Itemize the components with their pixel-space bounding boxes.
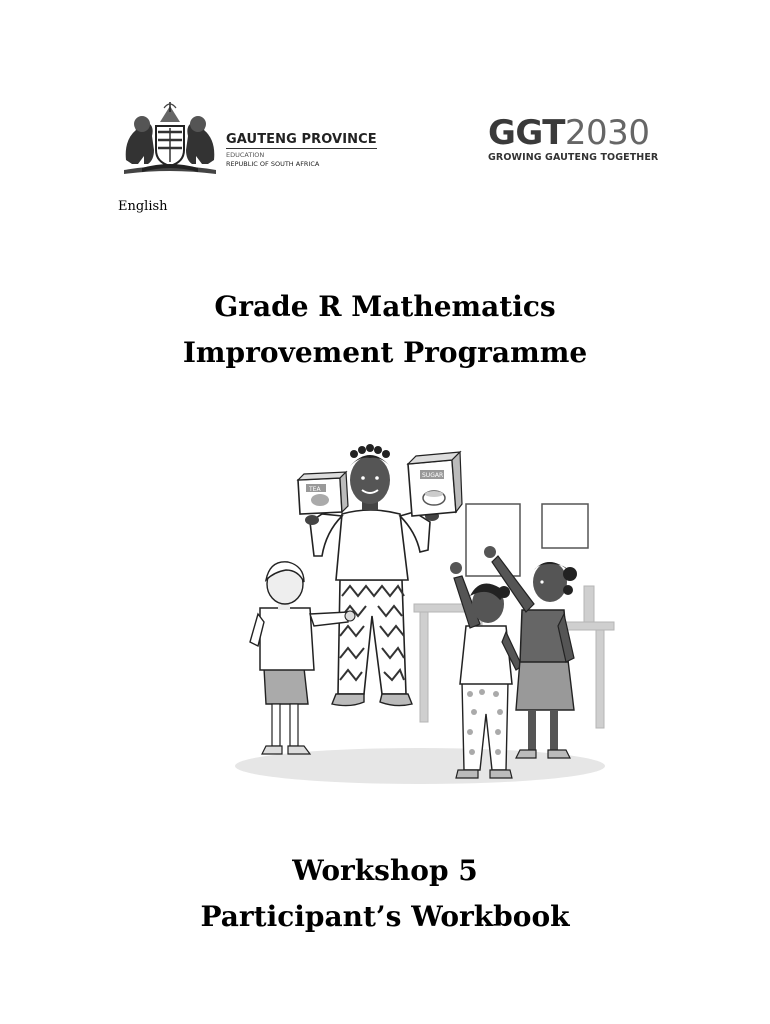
department-label: EDUCATION — [226, 151, 265, 159]
workshop-line-1: Workshop 5 — [292, 854, 478, 887]
ggt-brand-bold: GGT — [488, 113, 565, 153]
gauteng-province-logo — [118, 100, 388, 180]
document-title — [0, 284, 770, 376]
wall-poster-small — [542, 504, 588, 548]
title-line-2: Improvement Programme — [182, 336, 588, 369]
title-line-1: Grade R Mathematics — [214, 290, 556, 323]
language-label: English — [118, 199, 168, 214]
tea-box — [298, 472, 348, 514]
ggt-brand-year: 2030 — [564, 113, 650, 153]
gauteng-province-title: GAUTENG PROVINCE — [226, 132, 377, 147]
sugar-box — [408, 452, 462, 516]
ggt-tagline: GROWING GAUTENG TOGETHER — [488, 152, 659, 163]
tea-box-label: TEA — [309, 486, 321, 493]
coat-of-arms-icon — [118, 100, 222, 178]
workshop-line-2: Participant’s Workbook — [200, 900, 570, 933]
ggt-brand — [488, 113, 668, 153]
workshop-title — [0, 848, 770, 940]
wall-poster-large — [466, 504, 520, 576]
country-label: REPUBLIC OF SOUTH AFRICA — [226, 159, 320, 168]
sugar-box-label: SUGAR — [422, 472, 444, 479]
ggt-2030-logo — [488, 113, 668, 166]
girl-middle-figure — [450, 562, 522, 778]
classroom-illustration — [230, 436, 620, 792]
